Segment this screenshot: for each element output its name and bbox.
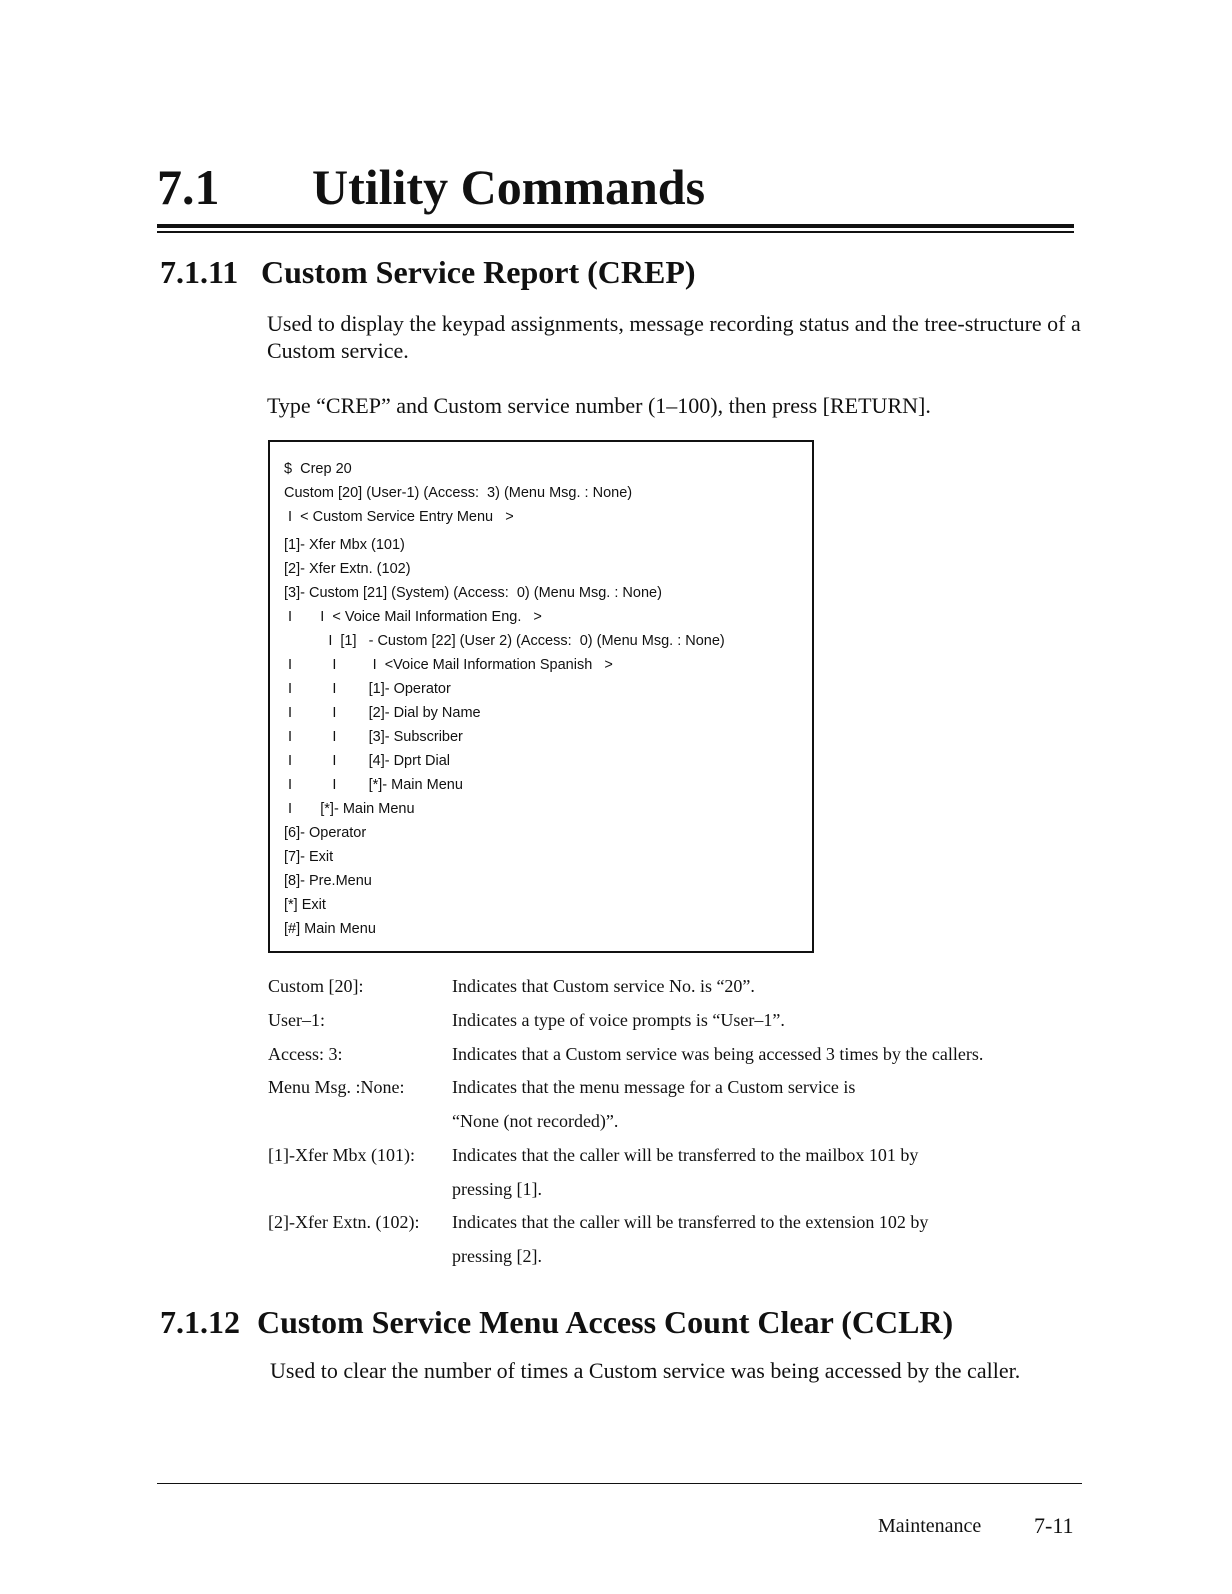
terminal-line: [*] Exit [284,897,326,913]
footer-rule [157,1483,1082,1484]
terminal-line: [1]- Xfer Mbx (101) [284,537,405,553]
terminal-line: [8]- Pre.Menu [284,873,372,889]
definition-term: User–1: [268,1010,325,1030]
chapter-title: Utility Commands [312,159,706,215]
definition-text: “None (not recorded)”. [452,1111,619,1131]
terminal-line: I [*]- Main Menu [284,801,415,817]
definition-term: Menu Msg. :None: [268,1077,405,1097]
definition-text: Indicates that the caller will be transferred to the extension 102 by [452,1212,929,1232]
terminal-line: [7]- Exit [284,849,334,865]
terminal-line: [6]- Operator [284,825,367,841]
terminal-line: [#] Main Menu [284,921,376,937]
crep-intro-paragraph: Used to display the keypad assignments, message recording status and the tree-structure of a Custom service. [267,311,1081,363]
terminal-line: I I I <Voice Mail Information Spanish > [284,657,613,673]
chapter-rule-thick [157,224,1074,228]
terminal-line: I I [3]- Subscriber [284,729,463,745]
terminal-line: I I < Voice Mail Information Eng. > [284,609,542,625]
chapter-number: 7.1 [157,159,220,215]
definition-term: Access: 3: [268,1044,343,1064]
definition-text: Indicates a type of voice prompts is “User–1”. [452,1010,785,1030]
definition-text: pressing [2]. [452,1246,542,1266]
terminal-line: [2]- Xfer Extn. (102) [284,561,411,577]
section-title-cclr: Custom Service Menu Access Count Clear (CCLR) [257,1304,954,1340]
definition-text: Indicates that a Custom service was being accessed 3 times by the callers. [452,1044,984,1064]
terminal-line: I I [4]- Dprt Dial [284,753,450,769]
definition-text: pressing [1]. [452,1179,542,1199]
terminal-line: [3]- Custom [21] (System) (Access: 0) (Menu Msg. : None) [284,585,662,601]
terminal-line: Custom [20] (User-1) (Access: 3) (Menu Msg. : None) [284,485,633,501]
terminal-line: I [1] - Custom [22] (User 2) (Access: 0) (Menu Msg. : None) [284,633,725,649]
crep-instruction-paragraph: Type “CREP” and Custom service number (1–100), then press [RETURN]. [267,393,931,418]
definition-text: Indicates that the caller will be transferred to the mailbox 101 by [452,1145,919,1165]
terminal-line: I I [*]- Main Menu [284,777,463,793]
section-title-crep: Custom Service Report (CREP) [261,254,696,290]
definition-text: Indicates that the menu message for a Custom service is [452,1077,856,1097]
terminal-line: $ Crep 20 [284,461,352,477]
terminal-output-box [268,440,814,953]
cclr-intro-paragraph: Used to clear the number of times a Custom service was being accessed by the caller. [270,1358,1021,1383]
footer-page-number: 7-11 [1034,1513,1074,1538]
definition-term: [2]-Xfer Extn. (102): [268,1212,420,1232]
terminal-line: I I [2]- Dial by Name [284,705,481,721]
definition-text: Indicates that Custom service No. is “20”. [452,976,755,996]
footer-section-label: Maintenance [878,1515,982,1537]
section-number-cclr: 7.1.12 [160,1304,240,1340]
terminal-line: I < Custom Service Entry Menu > [284,509,514,525]
terminal-line: I I [1]- Operator [284,681,451,697]
definition-term: [1]-Xfer Mbx (101): [268,1145,415,1165]
chapter-rule-thin [157,231,1074,233]
section-number-crep: 7.1.11 [160,254,239,290]
definition-term: Custom [20]: [268,976,364,996]
